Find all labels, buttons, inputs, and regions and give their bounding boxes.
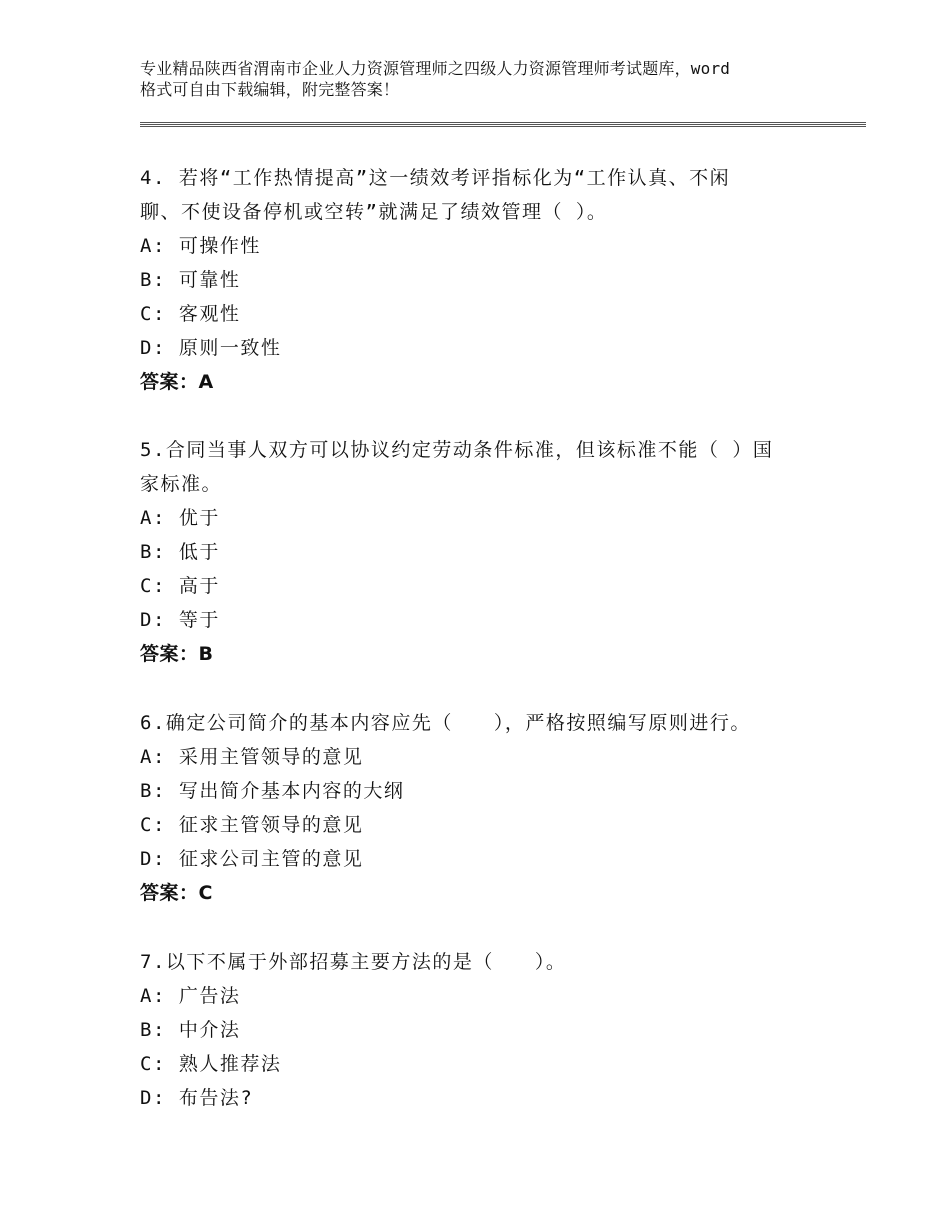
question-block bbox=[140, 945, 820, 1115]
option-d: D: 等于 bbox=[140, 609, 220, 631]
question-stem-line: 聊、不使设备停机或空转”就满足了绩效管理（ ）。 bbox=[140, 201, 608, 223]
question-block bbox=[140, 161, 820, 399]
option-c: C: 征求主管领导的意见 bbox=[140, 814, 364, 836]
header-line-2: 格式可自由下载编辑，附完整答案！ bbox=[140, 80, 400, 99]
question-stem-line: 7.以下不属于外部招募主要方法的是（ ）。 bbox=[140, 951, 567, 973]
option-b: B: 可靠性 bbox=[140, 269, 241, 291]
option-a: A: 广告法 bbox=[140, 985, 241, 1007]
option-a: A: 优于 bbox=[140, 507, 220, 529]
option-d: D: 原则一致性 bbox=[140, 337, 282, 359]
header-divider bbox=[140, 124, 866, 125]
question-stem-line: 6.确定公司简介的基本内容应先（ ），严格按照编写原则进行。 bbox=[140, 712, 751, 734]
answer-line: 答案：B bbox=[140, 643, 214, 665]
option-d: D: 征求公司主管的意见 bbox=[140, 848, 364, 870]
option-c: C: 熟人推荐法 bbox=[140, 1053, 282, 1075]
option-d: D: 布告法? bbox=[140, 1087, 254, 1109]
option-c: C: 高于 bbox=[140, 575, 220, 597]
header-divider bbox=[140, 122, 866, 123]
option-a: A: 可操作性 bbox=[140, 235, 261, 257]
header-divider bbox=[140, 126, 866, 127]
question-stem-line: 家标准。 bbox=[140, 473, 223, 495]
answer-line: 答案：C bbox=[140, 882, 213, 904]
question-block bbox=[140, 706, 820, 910]
option-b: B: 中介法 bbox=[140, 1019, 241, 1041]
option-b: B: 低于 bbox=[140, 541, 220, 563]
option-b: B: 写出简介基本内容的大纲 bbox=[140, 780, 405, 802]
document-header bbox=[140, 58, 840, 100]
question-stem-line: 4. 若将“工作热情提高”这一绩效考评指标化为“工作认真、不闲 bbox=[140, 167, 731, 189]
option-c: C: 客观性 bbox=[140, 303, 241, 325]
answer-line: 答案：A bbox=[140, 371, 214, 393]
header-line-1: 专业精品陕西省渭南市企业人力资源管理师之四级人力资源管理师考试题库，word bbox=[140, 59, 731, 78]
question-stem-line: 5.合同当事人双方可以协议约定劳动条件标准，但该标准不能（ ）国 bbox=[140, 439, 774, 461]
question-block bbox=[140, 433, 820, 671]
option-a: A: 采用主管领导的意见 bbox=[140, 746, 364, 768]
